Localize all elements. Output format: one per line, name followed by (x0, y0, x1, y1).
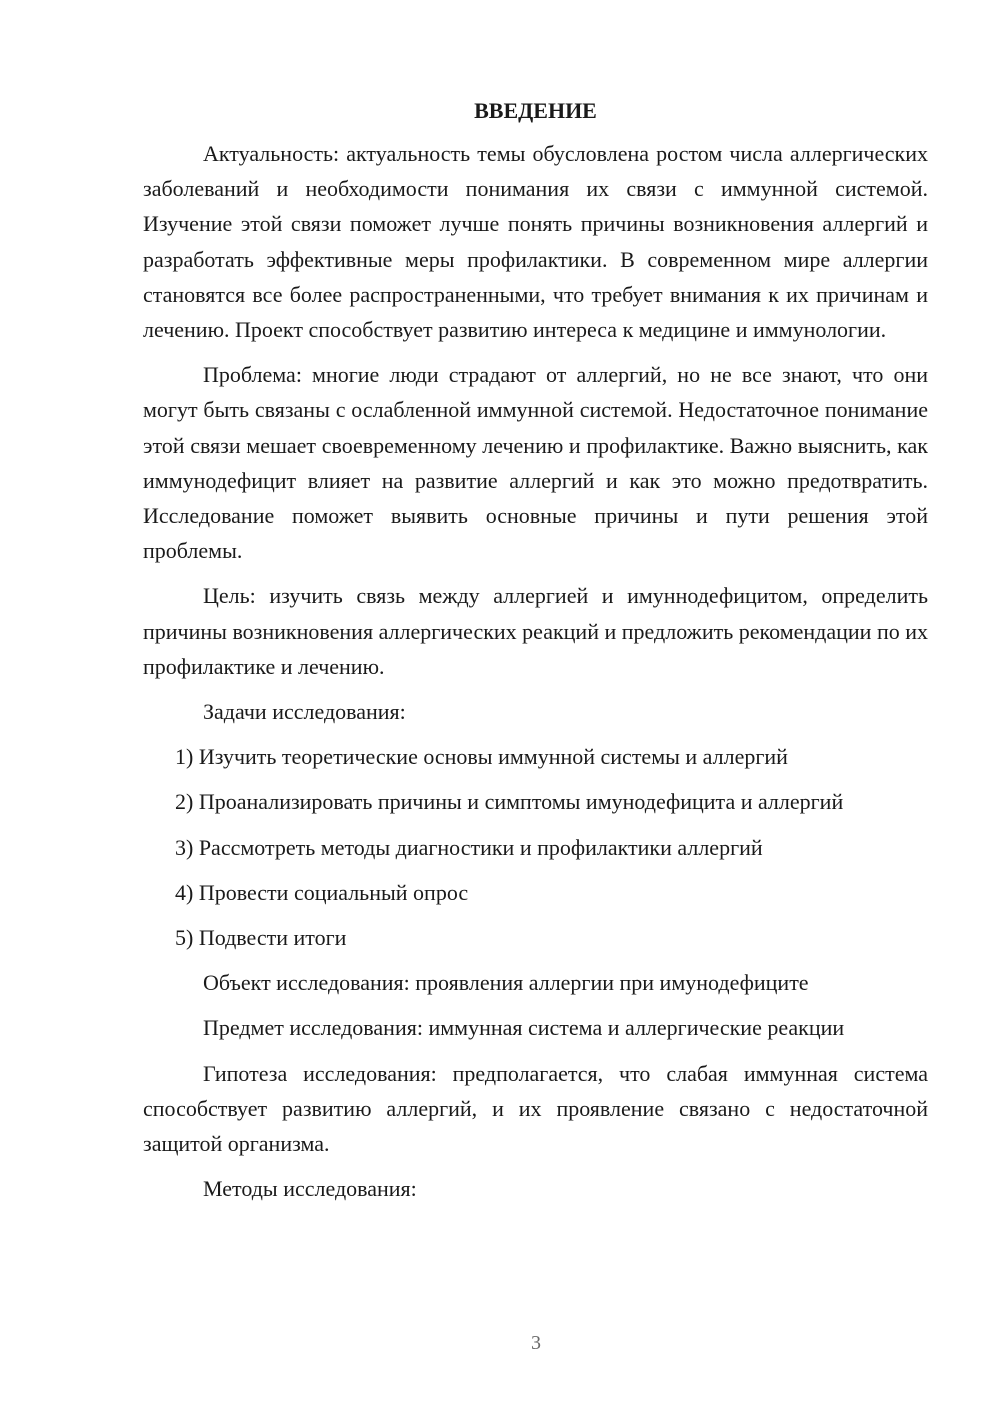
subject-paragraph: Предмет исследования: иммунная система и аллергические реакции (203, 1015, 845, 1041)
methods-heading: Методы исследования: (203, 1176, 417, 1202)
hypothesis-paragraph: Гипотеза исследования: предполагается, что слабая иммунная система способствует развитию аллергий, и их проявление связано с недостаточной защитой организма. (143, 1060, 928, 1157)
task-item-4: 4) Провести социальный опрос (175, 879, 469, 905)
task-item-1: 1) Изучить теоретические основы иммунной системы и аллергий (175, 744, 788, 770)
task-item-5: 5) Подвести итоги (175, 925, 347, 951)
problem-paragraph: Проблема: многие люди страдают от аллергий, но не все знают, что они могут быть связаны с ослабленной иммунной системой. Недостаточное понимание этой связи мешает своевременному лечению и профилактике. Важно выяснить, как иммунодефицит влияет на развитие аллергий и как это можно предотвратить. Исследование поможет выявить основные причины и пути решения этой проблемы. (143, 362, 928, 564)
relevance-paragraph: Актуальность: актуальность темы обусловлена ростом числа аллергических заболеваний и необходимости понимания их связи с иммунной системой. Изучение этой связи поможет лучше понять причины возникновения аллергий и разработать эффективные меры профилактики. В современном мире аллергии становятся все более распространенными, что требует внимания к их причинам и лечению. Проект способствует развитию интереса к медицине и иммунологии. (143, 141, 928, 343)
goal-paragraph: Цель: изучить связь между аллергией и имуннодефицитом, определить причины возникновения аллергических реакций и предложить рекомендации по их профилактике и лечению. (143, 583, 928, 679)
object-paragraph: Объект исследования: проявления аллергии при имунодефиците (203, 970, 809, 996)
page-content (143, 96, 928, 1216)
task-item-2: 2) Проанализировать причины и симптомы имунодефицита и аллергий (175, 789, 844, 815)
task-item-3: 3) Рассмотреть методы диагностики и профилактики аллергий (175, 834, 763, 860)
page-number: 3 (531, 1332, 541, 1354)
tasks-heading: Задачи исследования: (203, 699, 406, 725)
page-title: ВВЕДЕНИЕ (474, 98, 597, 123)
